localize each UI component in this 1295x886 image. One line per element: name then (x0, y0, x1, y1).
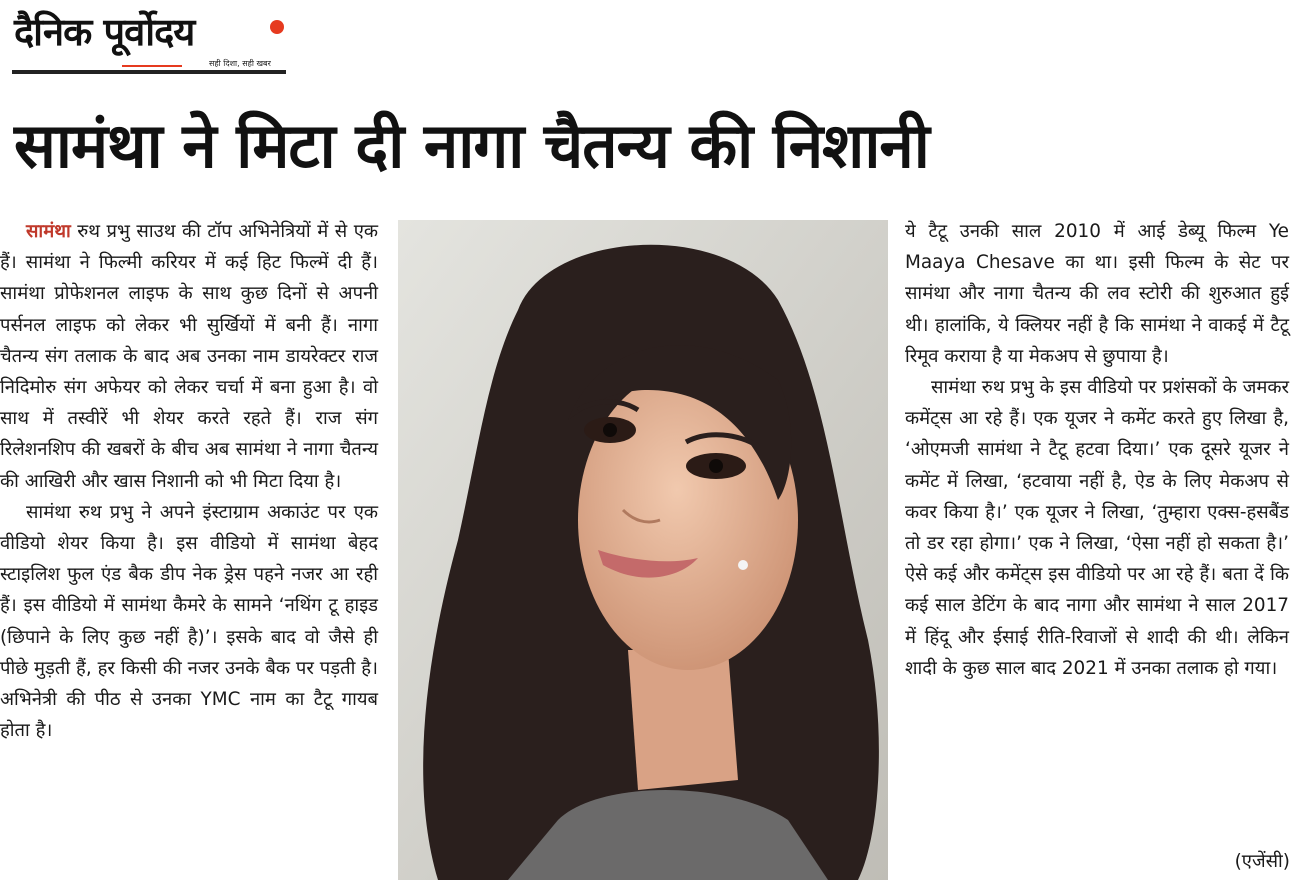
portrait-illustration (398, 220, 888, 880)
article-column-right (905, 216, 1289, 684)
masthead-accent-line (122, 65, 182, 67)
newspaper-tagline: सही दिशा, सही खबर (209, 59, 271, 68)
article-paragraph (0, 216, 378, 497)
newspaper-name: दैनिक पूर्वोदय (14, 10, 195, 54)
masthead (12, 8, 286, 74)
masthead-rule (12, 70, 286, 74)
actress-photo (398, 220, 888, 880)
agency-credit: (एजेंसी) (1234, 851, 1290, 872)
logo-dot-icon (270, 20, 284, 34)
headline: सामंथा ने मिटा दी नागा चैतन्य की निशानी (14, 109, 929, 182)
article-paragraph: सामंथा रुथ प्रभु ने अपने इंस्टाग्राम अकाउंट पर एक वीडियो शेयर किया है। इस वीडियो में सामंथा बेहद स्टाइलिश फुल एंड बैक डीप नेक ड्रेस पहने नजर आ रही हैं। इस वीडियो में सामंथा कैमरे के सामने ‘नथिंग टू हाइड (छिपाने के लिए कुछ नहीं है)’। इसके बाद वो जैसे ही पीछे मुड़ती हैं, हर किसी की नजर उनके बैक पर पड़ती है। अभिनेत्री की पीठ से उनका YMC नाम का टैटू गायब होता है। (0, 501, 378, 742)
article-paragraph: ये टैटू उनकी साल 2010 में आई डेब्यू फिल्म Ye Maaya Chesave का था। इसी फिल्म के सेट पर सामंथा और नागा चैतन्य की लव स्टोरी की शुरुआत हुई थी। हालांकि, ये क्लियर नहीं है कि सामंथा ने वाकई में टैटू रिमूव कराया है या मेकअप से छुपाया है। (905, 221, 1289, 367)
paragraph-text: रुथ प्रभु साउथ की टॉप अभिनेत्रियों में से एक हैं। सामंथा ने फिल्मी करियर में कई हिट फिल्में दी हैं। सामंथा प्रोफेशनल लाइफ के साथ कुछ दिनों से अपनी पर्सनल लाइफ को लेकर भी सुर्खियों में बनी हैं। नागा चैतन्य संग तलाक के बाद अब उनका नाम डायरेक्टर राज निदिमोरु संग अफेयर को लेकर चर्चा में बना हुआ है। वो साथ में तस्वीरें भी शेयर करते रहते हैं। राज संग रिलेशनशिप की खबरों के बीच अब सामंथा ने नागा चैतन्य की आखिरी और खास निशानी को भी मिटा दिया है। (0, 221, 378, 492)
article-paragraph: सामंथा रुथ प्रभु के इस वीडियो पर प्रशंसकों के जमकर कमेंट्स आ रहे हैं। एक यूजर ने कमेंट करते हुए लिखा है, ‘ओएमजी सामंथा ने टैटू हटवा दिया।’ एक दूसरे यूजर ने कमेंट में लिखा, ‘हटवाया नहीं है, ऐड के लिए मेकअप से कवर किया है।’ एक यूजर ने लिखा, ‘तुम्हारा एक्स-हसबैंड तो डर रहा होगा।’ एक ने लिखा, ‘ऐसा नहीं हो सकता है।’ ऐसे कई और कमेंट्स इस वीडियो पर आ रहे हैं। बता दें कि कई साल डेटिंग के बाद नागा और सामंथा ने साल 2017 में हिंदू और ईसाई रीति-रिवाजों से शादी की थी। लेकिन शादी के कुछ साल बाद 2021 में उनका तलाक हो गया। (905, 377, 1289, 679)
lead-word: सामंथा (26, 221, 71, 242)
article-column-left (0, 216, 378, 746)
